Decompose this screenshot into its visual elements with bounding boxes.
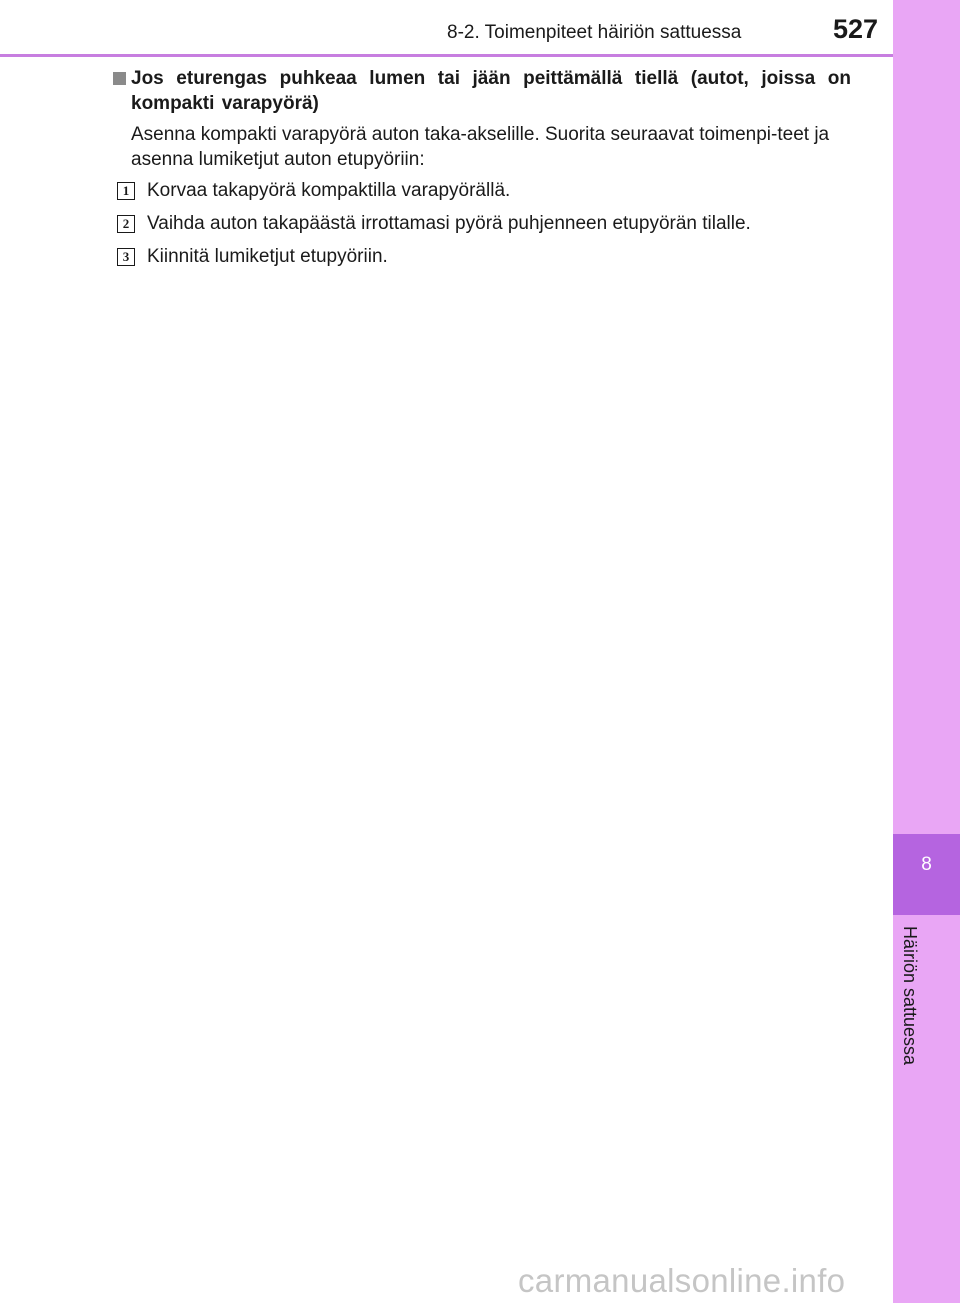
square-bullet-icon [113,72,126,85]
step-number-badge: 1 [117,182,135,200]
chapter-number: 8 [921,854,932,875]
step-item [117,211,751,237]
header-rule [0,54,893,57]
step-number-badge: 3 [117,248,135,266]
chapter-name: Häiriön sattuessa [900,926,920,1066]
step-number-badge: 2 [117,215,135,233]
watermark: carmanualsonline.info [518,1262,846,1299]
step-text: Korvaa takapyörä kompaktilla varapyörällä. [147,180,511,201]
chapter-side-tab [893,0,960,1303]
page-number: 527 [833,14,879,44]
step-item [117,244,388,270]
step-item [117,178,510,204]
body-paragraph: Asenna kompakti varapyörä auton taka-akselille. Suorita seuraavat toimenpi-teet ja asenna lumiketjut auton etupyöriin: [131,124,830,170]
section-heading: Jos eturengas puhkeaa lumen tai jään peittämällä tiellä (autot, joissa on kompakti varapyörä) [131,68,851,114]
step-text: Kiinnitä lumiketjut etupyöriin. [147,246,388,267]
step-text: Vaihda auton takapäästä irrottamasi pyörä puhjenneen etupyörän tilalle. [147,213,751,234]
section-title: 8-2. Toimenpiteet häiriön sattuessa [447,22,742,43]
